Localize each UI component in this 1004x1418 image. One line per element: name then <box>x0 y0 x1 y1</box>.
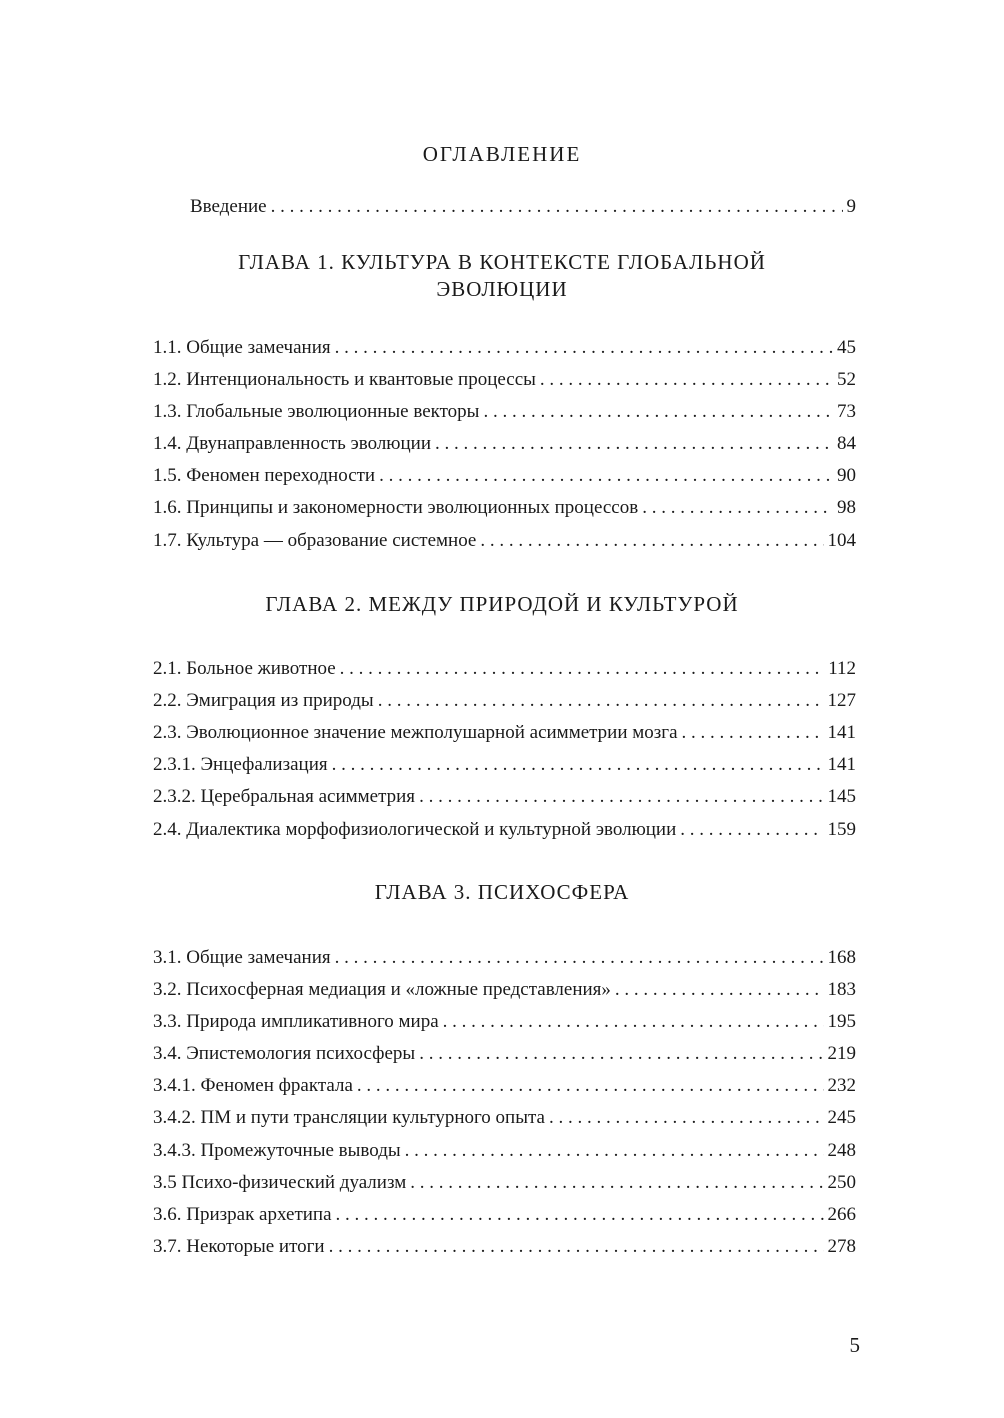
toc-entry <box>153 1203 856 1227</box>
chapter-heading <box>0 591 1004 618</box>
toc-entry <box>153 1042 856 1066</box>
dot-leader <box>379 464 833 488</box>
toc-entry <box>153 464 856 488</box>
dot-leader <box>419 785 823 809</box>
toc-entry <box>153 1235 856 1259</box>
dot-leader <box>378 689 824 713</box>
toc-entry-label: 3.5 Психо-физический дуализм <box>153 1172 407 1193</box>
dot-leader <box>405 1139 824 1163</box>
toc-entry-page: 84 <box>837 433 856 454</box>
toc-entry <box>153 753 856 777</box>
toc-entry-page: 98 <box>837 497 856 518</box>
toc-entry-label: 1.2. Интенциональность и квантовые процессы <box>153 369 536 390</box>
toc-entry-label: 2.3.2. Церебральная асимметрия <box>153 786 416 807</box>
toc-entry-label: Введение <box>190 196 267 217</box>
dot-leader <box>335 946 824 970</box>
toc-entry <box>153 496 856 520</box>
chapter-heading-line: ГЛАВА 2. МЕЖДУ ПРИРОДОЙ И КУЛЬТУРОЙ <box>265 592 739 616</box>
toc-entry-label: 1.1. Общие замечания <box>153 337 331 358</box>
toc-entry-page: 183 <box>827 979 856 1000</box>
toc-entry <box>153 336 856 360</box>
toc-entry <box>153 721 856 745</box>
toc-entry <box>153 368 856 392</box>
toc-entry-label: 3.1. Общие замечания <box>153 947 331 968</box>
dot-leader <box>340 657 825 681</box>
toc-entry <box>153 689 856 713</box>
toc-entry-label: 1.6. Принципы и закономерности эволюционных процессов <box>153 497 639 518</box>
toc-entry <box>153 785 856 809</box>
toc-entry-page: 141 <box>827 722 856 743</box>
toc-entry-label: 3.2. Психосферная медиация и «ложные представления» <box>153 979 611 1000</box>
dot-leader <box>615 978 824 1002</box>
toc-entry-label: 1.4. Двунаправленность эволюции <box>153 433 432 454</box>
toc-entry-label: 3.3. Природа импликативного мира <box>153 1011 439 1032</box>
toc-entry <box>153 657 856 681</box>
toc-entry-page: 168 <box>827 947 856 968</box>
toc-entry-label: 1.5. Феномен переходности <box>153 465 376 486</box>
chapter-heading-line: ГЛАВА 3. ПСИХОСФЕРА <box>374 880 630 904</box>
chapter-heading-line: ГЛАВА 1. КУЛЬТУРА В КОНТЕКСТЕ ГЛОБАЛЬНОЙ <box>238 250 766 274</box>
toc-entry-label: 2.3.1. Энцефализация <box>153 754 328 775</box>
toc-entry-label: 2.3. Эволюционное значение межполушарной асимметрии мозга <box>153 722 678 743</box>
dot-leader <box>443 1010 824 1034</box>
dot-leader <box>642 496 833 520</box>
toc-entry-label: 3.4.3. Промежуточные выводы <box>153 1140 401 1161</box>
toc-entry <box>153 529 856 553</box>
chapter-heading <box>0 249 1004 303</box>
toc-entry <box>153 1171 856 1195</box>
toc-entry <box>153 946 856 970</box>
toc-entry <box>153 1010 856 1034</box>
toc-entry-label: 3.4.2. ПМ и пути трансляции культурного опыта <box>153 1107 545 1128</box>
dot-leader <box>682 721 824 745</box>
toc-entry-label: 2.2. Эмиграция из природы <box>153 690 374 711</box>
page-title: ОГЛАВЛЕНИЕ <box>422 142 582 166</box>
chapter-heading-line: ЭВОЛЮЦИИ <box>436 277 568 301</box>
toc-entry-page: 52 <box>837 369 856 390</box>
dot-leader <box>480 529 823 553</box>
toc-entry-label: 2.1. Больное животное <box>153 658 336 679</box>
toc-entry-page: 159 <box>827 819 856 840</box>
chapter-heading <box>0 879 1004 906</box>
dot-leader <box>540 368 833 392</box>
dot-leader <box>329 1235 824 1259</box>
toc-entry-label: 1.7. Культура — образование системное <box>153 530 477 551</box>
toc-entry-page: 9 <box>846 196 856 217</box>
toc-entry-page: 266 <box>827 1204 856 1225</box>
toc-entry-page: 195 <box>827 1011 856 1032</box>
toc-entry-page: 145 <box>827 786 856 807</box>
toc-entry-page: 250 <box>827 1172 856 1193</box>
dot-leader <box>332 753 824 777</box>
toc-entry-label: 1.3. Глобальные эволюционные векторы <box>153 401 480 422</box>
toc-entry-label: 3.7. Некоторые итоги <box>153 1236 325 1257</box>
dot-leader <box>410 1171 823 1195</box>
dot-leader <box>419 1042 823 1066</box>
toc-entry-page: 45 <box>837 337 856 358</box>
toc-entry-label: 3.4. Эпистемология психосферы <box>153 1043 416 1064</box>
dot-leader <box>335 336 833 360</box>
toc-entry-page: 141 <box>827 754 856 775</box>
toc-entry-page: 73 <box>837 401 856 422</box>
dot-leader <box>549 1106 824 1130</box>
page-number: 5 <box>849 1333 860 1357</box>
toc-entry-page: 90 <box>837 465 856 486</box>
dot-leader <box>357 1074 824 1098</box>
toc-entry-page: 248 <box>827 1140 856 1161</box>
toc-entry <box>153 1106 856 1130</box>
dot-leader <box>336 1203 824 1227</box>
toc-entry-page: 104 <box>827 530 856 551</box>
dot-leader <box>435 432 833 456</box>
dot-leader <box>680 818 823 842</box>
toc-entry <box>153 400 856 424</box>
toc-entry-label: 2.4. Диалектика морфофизиологической и культурной эволюции <box>153 819 677 840</box>
toc-entry-label: 3.4.1. Феномен фрактала <box>153 1075 353 1096</box>
toc-entry <box>153 818 856 842</box>
toc-entry-page: 278 <box>827 1236 856 1257</box>
toc-entry-page: 127 <box>827 690 856 711</box>
dot-leader <box>483 400 833 424</box>
toc-entry-page: 245 <box>827 1107 856 1128</box>
toc-entry-page: 219 <box>827 1043 856 1064</box>
dot-leader <box>271 195 843 219</box>
toc-entry-intro <box>190 195 856 219</box>
toc-entry <box>153 1139 856 1163</box>
toc-entry <box>153 432 856 456</box>
toc-entry <box>153 1074 856 1098</box>
toc-entry-page: 112 <box>828 658 856 679</box>
toc-entry-page: 232 <box>827 1075 856 1096</box>
toc-entry <box>153 978 856 1002</box>
toc-entry-label: 3.6. Призрак архетипа <box>153 1204 332 1225</box>
